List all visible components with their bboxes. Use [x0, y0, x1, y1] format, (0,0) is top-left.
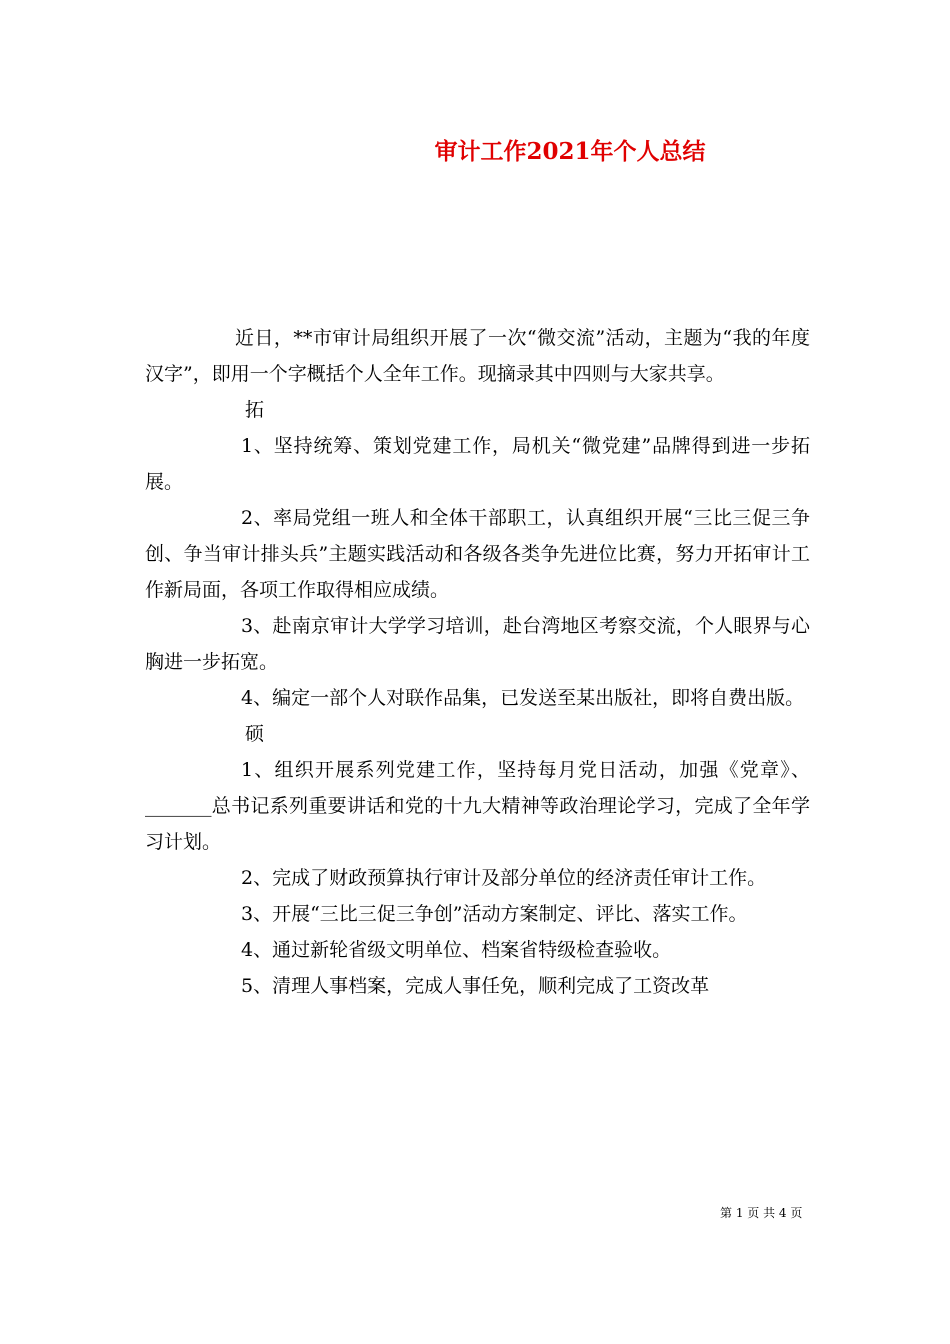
- list-item: 4、编定一部个人对联作品集，已发送至某出版社，即将自费出版。: [241, 687, 805, 709]
- list-item: 1、组织开展系列党建工作，坚持每月党日活动，加强《党章》、_______总书记系列重要讲话和党的十九大精神等政治理论学习，完成了全年学习计划。: [145, 759, 810, 853]
- list-item: 5、清理人事档案，完成人事任免，顺利完成了工资改革: [241, 975, 710, 997]
- section-heading-shuo: 硕: [245, 723, 265, 745]
- list-item: 2、完成了财政预算执行审计及部分单位的经济责任审计工作。: [241, 867, 767, 889]
- intro-paragraph: 近日，**市审计局组织开展了一次“微交流”活动，主题为“我的年度汉字”，即用一个字概括个人全年工作。现摘录其中四则与大家共享。: [145, 327, 810, 385]
- page-number-footer: 第 1 页 共 4 页: [720, 1206, 803, 1220]
- list-item: 1、坚持统筹、策划党建工作，局机关“微党建”品牌得到进一步拓展。: [145, 435, 810, 493]
- list-item: 4、通过新轮省级文明单位、档案省特级检查验收。: [241, 939, 672, 961]
- list-item: 3、赴南京审计大学学习培训，赴台湾地区考察交流，个人眼界与心胸进一步拓宽。: [145, 615, 810, 673]
- list-item: 2、率局党组一班人和全体干部职工，认真组织开展“三比三促三争创、争当审计排头兵”主题实践活动和各级各类争先进位比赛，努力开拓审计工作新局面，各项工作取得相应成绩。: [145, 507, 810, 601]
- list-item: 3、开展“三比三促三争创”活动方案制定、评比、落实工作。: [241, 903, 748, 925]
- document-body: [145, 320, 810, 1004]
- section-heading-tuo: 拓: [245, 399, 265, 421]
- document-title: 审计工作2021年个人总结: [434, 138, 706, 165]
